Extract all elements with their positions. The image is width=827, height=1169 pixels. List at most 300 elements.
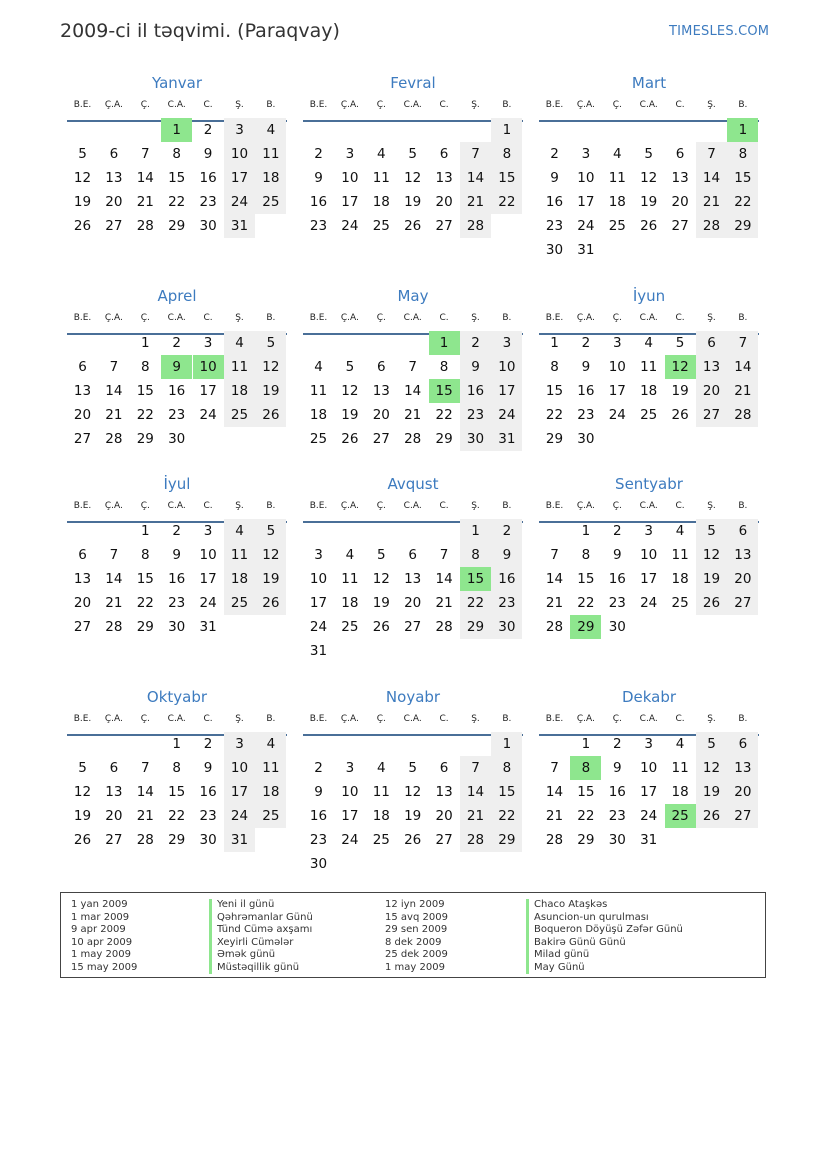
day-cell: 28 (435, 619, 453, 635)
day-cell: 29 (577, 832, 595, 848)
weekday-label: B. (266, 100, 276, 110)
day-cell: 25 (372, 832, 390, 848)
day-cell: 18 (372, 194, 390, 210)
month-name: İyun (632, 287, 666, 305)
day-cell: 26 (73, 832, 92, 848)
weekday-label: Ç. (376, 501, 386, 511)
day-cell: 7 (696, 142, 727, 166)
weekday-label: Ç. (140, 313, 150, 323)
day-cell: 24 (491, 403, 522, 427)
day-cell: 29 (545, 431, 564, 447)
day-cell: 10 (224, 756, 255, 780)
day-cell: 8 (727, 142, 758, 166)
weekday-label: Ş. (235, 714, 244, 724)
weekday-label: B. (502, 714, 512, 724)
day-cell: 12 (255, 543, 286, 567)
day-cell: 2 (550, 146, 559, 162)
day-cell: 31 (224, 214, 255, 238)
day-cell: 22 (545, 407, 564, 423)
day-cell: 25 (255, 190, 286, 214)
holiday-day-cell: 1 (727, 118, 758, 142)
day-cell: 3 (203, 523, 213, 539)
holiday-day-cell: 25 (665, 804, 696, 828)
day-cell: 4 (377, 760, 386, 776)
day-cell: 30 (577, 431, 595, 447)
day-cell: 10 (608, 359, 626, 375)
weekday-label: Ç.A. (576, 714, 595, 724)
day-cell: 22 (727, 190, 758, 214)
weekday-label: C. (203, 100, 213, 110)
day-cell: 24 (640, 808, 658, 824)
day-cell: 10 (577, 170, 595, 186)
month-name: Oktyabr (146, 688, 208, 706)
day-cell: 31 (577, 242, 595, 258)
day-cell: 19 (404, 808, 422, 824)
day-cell: 5 (696, 732, 727, 756)
day-cell: 16 (491, 567, 522, 591)
legend-holiday-name: Boqueron Döyüşü Zəfər Günü (526, 924, 683, 937)
day-cell: 5 (408, 146, 417, 162)
weekday-label: B. (502, 501, 512, 511)
day-cell: 5 (675, 335, 685, 351)
day-cell: 10 (640, 760, 658, 776)
day-cell: 23 (309, 218, 328, 234)
weekday-label: C.A. (403, 501, 422, 511)
day-cell: 19 (372, 595, 390, 611)
weekday-label: Ç.A. (576, 100, 595, 110)
day-cell: 3 (613, 335, 622, 351)
weekday-label: Ç.A. (576, 313, 595, 323)
day-cell: 25 (341, 619, 359, 635)
day-cell: 27 (73, 619, 92, 635)
day-cell: 26 (404, 218, 422, 234)
day-cell: 18 (372, 808, 390, 824)
day-cell: 5 (644, 146, 653, 162)
day-cell: 13 (727, 756, 758, 780)
day-cell: 10 (491, 355, 522, 379)
day-cell: 26 (404, 832, 422, 848)
day-cell: 19 (671, 383, 689, 399)
day-cell: 25 (309, 431, 328, 447)
weekday-label: Ş. (707, 501, 716, 511)
day-cell: 28 (136, 832, 154, 848)
holiday-day-cell: 15 (429, 379, 460, 403)
day-cell: 30 (168, 431, 186, 447)
day-cell: 8 (439, 359, 449, 375)
day-cell: 30 (199, 832, 217, 848)
day-cell: 1 (491, 118, 522, 142)
weekday-label: B. (738, 313, 748, 323)
day-cell: 9 (203, 146, 213, 162)
day-cell: 6 (439, 760, 449, 776)
day-cell: 14 (545, 784, 564, 800)
legend-names-column-2 (526, 899, 683, 974)
day-cell: 30 (608, 832, 626, 848)
day-cell: 22 (435, 407, 453, 423)
day-cell: 20 (372, 407, 390, 423)
day-cell: 7 (439, 547, 449, 563)
weekday-label: C.A. (639, 501, 658, 511)
day-cell: 12 (640, 170, 658, 186)
day-cell: 4 (675, 523, 685, 539)
weekday-label: C. (203, 313, 213, 323)
day-cell: 13 (696, 355, 727, 379)
day-cell: 20 (727, 567, 758, 591)
weekday-label: Ç. (140, 501, 150, 511)
weekday-label: C. (675, 714, 685, 724)
day-cell: 23 (309, 832, 328, 848)
day-cell: 2 (203, 736, 213, 752)
day-cell: 5 (78, 760, 87, 776)
legend-holiday-date: 8 dek 2009 (385, 936, 442, 948)
day-cell: 19 (255, 567, 286, 591)
legend-holiday-date: 1 may 2009 (71, 949, 131, 960)
weekday-label: C. (439, 714, 449, 724)
day-cell: 18 (255, 780, 286, 804)
day-cell: 31 (224, 828, 255, 852)
day-cell: 4 (644, 335, 653, 351)
day-cell: 9 (491, 543, 522, 567)
day-cell: 3 (581, 146, 591, 162)
day-cell: 19 (640, 194, 658, 210)
day-cell: 13 (105, 784, 123, 800)
day-cell: 8 (141, 359, 150, 375)
day-cell: 3 (345, 146, 355, 162)
weekday-label: B. (266, 313, 276, 323)
weekday-label: C.A. (167, 501, 186, 511)
day-cell: 5 (255, 519, 286, 543)
day-cell: 27 (105, 218, 123, 234)
day-cell: 6 (78, 359, 87, 375)
weekday-label: B.E. (73, 313, 92, 323)
day-cell: 31 (491, 427, 522, 451)
legend-holiday-date: 1 mar 2009 (71, 911, 130, 923)
weekday-label: Ç. (140, 100, 150, 110)
day-cell: 6 (78, 547, 87, 563)
day-cell: 30 (608, 619, 626, 635)
day-cell: 27 (727, 804, 758, 828)
day-cell: 17 (224, 166, 255, 190)
legend-holiday-name: Tünd Cümə axşamı (209, 924, 313, 937)
legend-holiday-date: 15 avq 2009 (385, 911, 448, 923)
day-cell: 17 (640, 571, 658, 587)
day-cell: 23 (168, 595, 186, 611)
day-cell: 23 (199, 194, 217, 210)
day-cell: 29 (727, 214, 758, 238)
day-cell: 19 (73, 194, 92, 210)
day-cell: 21 (460, 190, 491, 214)
day-cell: 12 (73, 170, 92, 186)
weekday-label: Ş. (235, 100, 244, 110)
day-cell: 7 (460, 756, 491, 780)
day-cell: 27 (372, 431, 390, 447)
day-cell: 15 (577, 571, 595, 587)
weekday-label: Ç. (612, 100, 622, 110)
day-cell: 24 (224, 804, 255, 828)
weekday-label: C. (203, 714, 213, 724)
day-cell: 18 (309, 407, 328, 423)
weekday-label: C.A. (403, 714, 422, 724)
day-cell: 14 (435, 571, 453, 587)
day-cell: 14 (460, 166, 491, 190)
day-cell: 7 (550, 547, 559, 563)
day-cell: 8 (172, 146, 181, 162)
day-cell: 25 (608, 218, 626, 234)
month-name: Mart (631, 74, 667, 92)
day-cell: 29 (491, 828, 522, 852)
site-logo-text[interactable]: TIMESLES.COM (669, 24, 770, 39)
day-cell: 8 (491, 142, 522, 166)
day-cell: 6 (727, 519, 758, 543)
month-name: Dekabr (621, 688, 677, 706)
weekday-label: B. (738, 100, 748, 110)
day-cell: 2 (613, 736, 622, 752)
month-name: Fevral (390, 74, 436, 92)
day-cell: 4 (224, 331, 255, 355)
legend-holiday-date: 29 sen 2009 (385, 924, 448, 935)
day-cell: 18 (608, 194, 626, 210)
day-cell: 2 (172, 335, 181, 351)
day-cell: 29 (168, 218, 186, 234)
holiday-day-cell: 10 (193, 355, 224, 379)
day-cell: 22 (136, 407, 154, 423)
day-cell: 21 (727, 379, 758, 403)
weekday-label: Ç.A. (340, 714, 359, 724)
day-cell: 22 (577, 595, 595, 611)
day-cell: 21 (460, 804, 491, 828)
day-cell: 20 (404, 595, 422, 611)
day-cell: 21 (404, 407, 422, 423)
day-cell: 2 (203, 122, 213, 138)
day-cell: 20 (435, 194, 453, 210)
day-cell: 6 (109, 146, 119, 162)
month-name: Sentyabr (615, 475, 683, 493)
day-cell: 22 (491, 190, 522, 214)
day-cell: 13 (727, 543, 758, 567)
legend-holiday-name: Bakirə Günü Günü (526, 937, 683, 950)
day-cell: 10 (309, 571, 328, 587)
weekday-label: B.E. (309, 501, 328, 511)
day-cell: 25 (255, 804, 286, 828)
day-cell: 12 (341, 383, 359, 399)
day-cell: 16 (168, 571, 186, 587)
weekday-label: B.E. (545, 714, 564, 724)
day-cell: 8 (460, 543, 491, 567)
day-cell: 11 (224, 543, 255, 567)
weekday-label: Ç.A. (104, 714, 123, 724)
weekday-label: B.E. (309, 313, 328, 323)
day-cell: 10 (224, 142, 255, 166)
weekday-label: C.A. (167, 100, 186, 110)
day-cell: 16 (460, 379, 491, 403)
weekday-label: B.E. (545, 501, 564, 511)
legend-holiday-name: May Günü (526, 962, 683, 975)
day-cell: 4 (675, 736, 685, 752)
month-header-rule (303, 734, 523, 736)
day-cell: 18 (671, 571, 689, 587)
weekday-label: C. (675, 100, 685, 110)
day-cell: 20 (105, 194, 123, 210)
legend-holiday-name: Əmək günü (209, 949, 313, 962)
day-cell: 11 (255, 756, 286, 780)
day-cell: 28 (696, 214, 727, 238)
day-cell: 25 (671, 595, 689, 611)
day-cell: 7 (460, 142, 491, 166)
month-name: Aprel (157, 287, 197, 305)
day-cell: 9 (581, 359, 591, 375)
day-cell: 7 (141, 760, 150, 776)
day-cell: 3 (491, 331, 522, 355)
day-cell: 4 (377, 146, 386, 162)
day-cell: 11 (309, 383, 328, 399)
day-cell: 3 (203, 335, 213, 351)
legend-dates-column-2 (385, 899, 448, 974)
day-cell: 16 (309, 808, 328, 824)
day-cell: 27 (105, 832, 123, 848)
day-cell: 23 (168, 407, 186, 423)
day-cell: 24 (199, 595, 217, 611)
day-cell: 15 (168, 170, 186, 186)
day-cell: 29 (168, 832, 186, 848)
day-cell: 26 (671, 407, 689, 423)
day-cell: 15 (727, 166, 758, 190)
weekday-label: B.E. (545, 100, 564, 110)
weekday-label: C.A. (403, 100, 422, 110)
day-cell: 24 (224, 190, 255, 214)
day-cell: 7 (141, 146, 150, 162)
day-cell: 23 (491, 591, 522, 615)
day-cell: 6 (439, 146, 449, 162)
day-cell: 2 (172, 523, 181, 539)
weekday-label: B.E. (545, 313, 564, 323)
day-cell: 23 (199, 808, 217, 824)
day-cell: 26 (255, 403, 286, 427)
day-cell: 10 (341, 170, 359, 186)
day-cell: 17 (341, 808, 359, 824)
weekday-label: Ç.A. (104, 313, 123, 323)
month-header-rule (303, 120, 523, 122)
day-cell: 17 (491, 379, 522, 403)
weekday-label: Ç.A. (576, 501, 595, 511)
day-cell: 19 (696, 780, 727, 804)
day-cell: 15 (168, 784, 186, 800)
day-cell: 1 (141, 523, 150, 539)
day-cell: 10 (640, 547, 658, 563)
day-cell: 11 (671, 547, 689, 563)
day-cell: 29 (136, 431, 154, 447)
day-cell: 14 (545, 571, 564, 587)
day-cell: 12 (404, 784, 422, 800)
day-cell: 14 (404, 383, 422, 399)
day-cell: 28 (545, 619, 564, 635)
day-cell: 5 (255, 331, 286, 355)
day-cell: 2 (613, 523, 622, 539)
legend-holiday-name: Asuncion-un qurulması (526, 912, 683, 925)
day-cell: 19 (341, 407, 359, 423)
day-cell: 28 (545, 832, 564, 848)
day-cell: 21 (696, 190, 727, 214)
day-cell: 4 (255, 732, 286, 756)
weekday-label: Ç. (376, 100, 386, 110)
day-cell: 17 (309, 595, 328, 611)
day-cell: 11 (640, 359, 658, 375)
day-cell: 9 (613, 760, 622, 776)
weekday-label: B.E. (309, 100, 328, 110)
day-cell: 9 (314, 784, 323, 800)
day-cell: 26 (255, 591, 286, 615)
day-cell: 13 (671, 170, 689, 186)
day-cell: 24 (341, 832, 359, 848)
holiday-day-cell: 8 (570, 756, 601, 780)
day-cell: 30 (199, 218, 217, 234)
day-cell: 11 (341, 571, 359, 587)
day-cell: 8 (491, 756, 522, 780)
day-cell: 31 (309, 643, 328, 659)
day-cell: 3 (345, 760, 355, 776)
weekday-label: B. (502, 313, 512, 323)
day-cell: 9 (613, 547, 622, 563)
day-cell: 28 (105, 431, 123, 447)
day-cell: 13 (73, 383, 92, 399)
holiday-day-cell: 12 (665, 355, 696, 379)
day-cell: 14 (696, 166, 727, 190)
day-cell: 21 (105, 407, 123, 423)
day-cell: 2 (460, 331, 491, 355)
day-cell: 12 (255, 355, 286, 379)
day-cell: 27 (73, 431, 92, 447)
day-cell: 20 (73, 407, 92, 423)
weekday-label: Ş. (471, 501, 480, 511)
day-cell: 1 (491, 732, 522, 756)
day-cell: 30 (491, 615, 522, 639)
day-cell: 16 (199, 784, 217, 800)
day-cell: 12 (372, 571, 390, 587)
day-cell: 6 (696, 331, 727, 355)
legend-holiday-date: 10 apr 2009 (71, 936, 133, 948)
weekday-label: Ş. (471, 313, 480, 323)
day-cell: 23 (608, 595, 626, 611)
day-cell: 4 (613, 146, 622, 162)
day-cell: 16 (199, 170, 217, 186)
day-cell: 19 (404, 194, 422, 210)
day-cell: 18 (640, 383, 658, 399)
day-cell: 11 (608, 170, 626, 186)
month-name: Yanvar (151, 74, 203, 92)
day-cell: 16 (545, 194, 564, 210)
day-cell: 18 (255, 166, 286, 190)
day-cell: 21 (136, 194, 154, 210)
day-cell: 28 (404, 431, 422, 447)
weekday-label: Ç.A. (340, 100, 359, 110)
weekday-label: B.E. (73, 714, 92, 724)
month-header-rule (539, 120, 759, 122)
day-cell: 11 (372, 784, 390, 800)
holiday-day-cell: 1 (161, 118, 192, 142)
day-cell: 14 (105, 571, 123, 587)
day-cell: 28 (105, 619, 123, 635)
day-cell: 27 (404, 619, 422, 635)
day-cell: 26 (341, 431, 359, 447)
day-cell: 24 (577, 218, 595, 234)
day-cell: 29 (435, 431, 453, 447)
weekday-label: Ç.A. (340, 313, 359, 323)
day-cell: 31 (199, 619, 217, 635)
day-cell: 14 (460, 780, 491, 804)
day-cell: 4 (255, 118, 286, 142)
day-cell: 18 (341, 595, 359, 611)
day-cell: 2 (314, 146, 323, 162)
day-cell: 24 (309, 619, 328, 635)
